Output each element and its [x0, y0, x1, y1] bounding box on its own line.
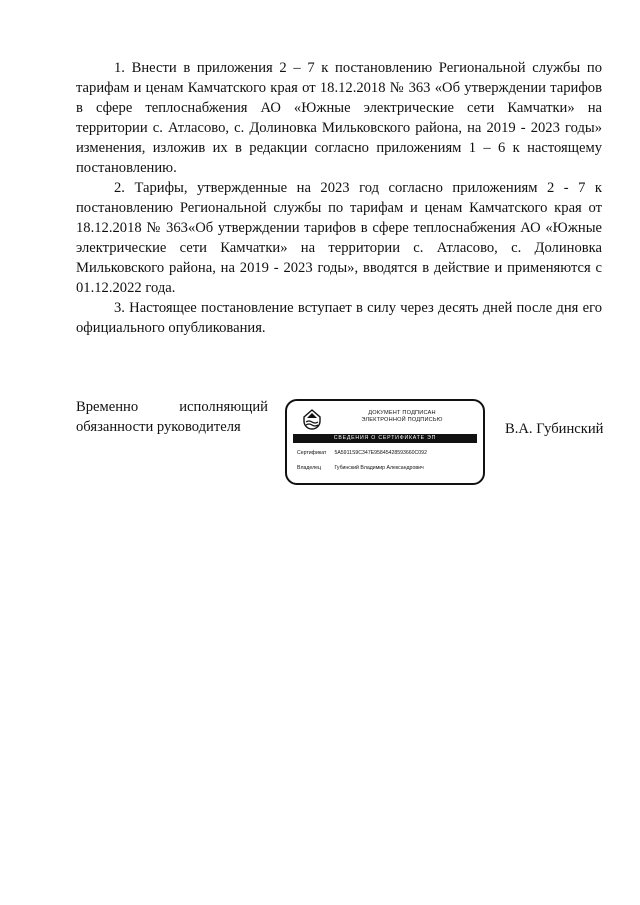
stamp-header [327, 410, 477, 425]
signer-position [76, 398, 268, 438]
signer-position-line-2: обязанности руководителя [76, 418, 241, 435]
certificate-value: 5A5911S9C347E95845428593660C092 [334, 450, 427, 456]
paragraph-2: 2. Тарифы, утвержденные на 2023 год согласно приложениям 2 - 7 к постановлению Региональной службы по тарифам и ценам Камчатского края от 18.12.2018 № 363«Об утверждении тарифов в сфере теплоснабжения АО «Южные электрические сети Камчатки» на территории с. Атласово, с. Долиновка Мильковского района, на 2019 - 2023 годы», вводятся в действие и применяются с 01.12.2022 года. [76, 180, 602, 296]
stamp-certificate-row [297, 450, 427, 457]
paragraph-1: 1. Внести в приложения 2 – 7 к постановлению Региональной службы по тарифам и ценам Камчатского края от 18.12.2018 № 363 «Об утверждении тарифов в сфере теплоснабжения АО «Южные электрические сети Камчатки» на территории с. Атласово, с. Долиновка Мильковского района, на 2019 - 2023 годы» изменения, изложив их в редакции согласно приложениям 1 – 6 к настоящему постановлению. [76, 60, 602, 176]
coat-of-arms-icon [302, 408, 322, 430]
electronic-signature-stamp [285, 399, 485, 485]
owner-value: Губинский Владимир Александрович [334, 465, 424, 471]
certificate-label: Сертификат [297, 450, 327, 456]
signer-position-word-1: Временно [76, 399, 139, 415]
stamp-owner-row [297, 465, 424, 472]
owner-label: Владелец [297, 465, 321, 471]
stamp-certificate-bar: СВЕДЕНИЯ О СЕРТИФИКАТЕ ЭП [293, 434, 477, 443]
signer-position-line-1 [76, 398, 268, 418]
stamp-header-line-2: ЭЛЕКТРОННОЙ ПОДПИСЬЮ [361, 417, 443, 424]
paragraph-3: 3. Настоящее постановление вступает в силу через десять дней после дня его официального опубликования. [76, 300, 602, 336]
signer-name: В.А. Губинский [505, 421, 604, 437]
stamp-header-line-1: ДОКУМЕНТ ПОДПИСАН [368, 410, 436, 416]
signer-position-word-2: исполняющий [179, 399, 268, 415]
